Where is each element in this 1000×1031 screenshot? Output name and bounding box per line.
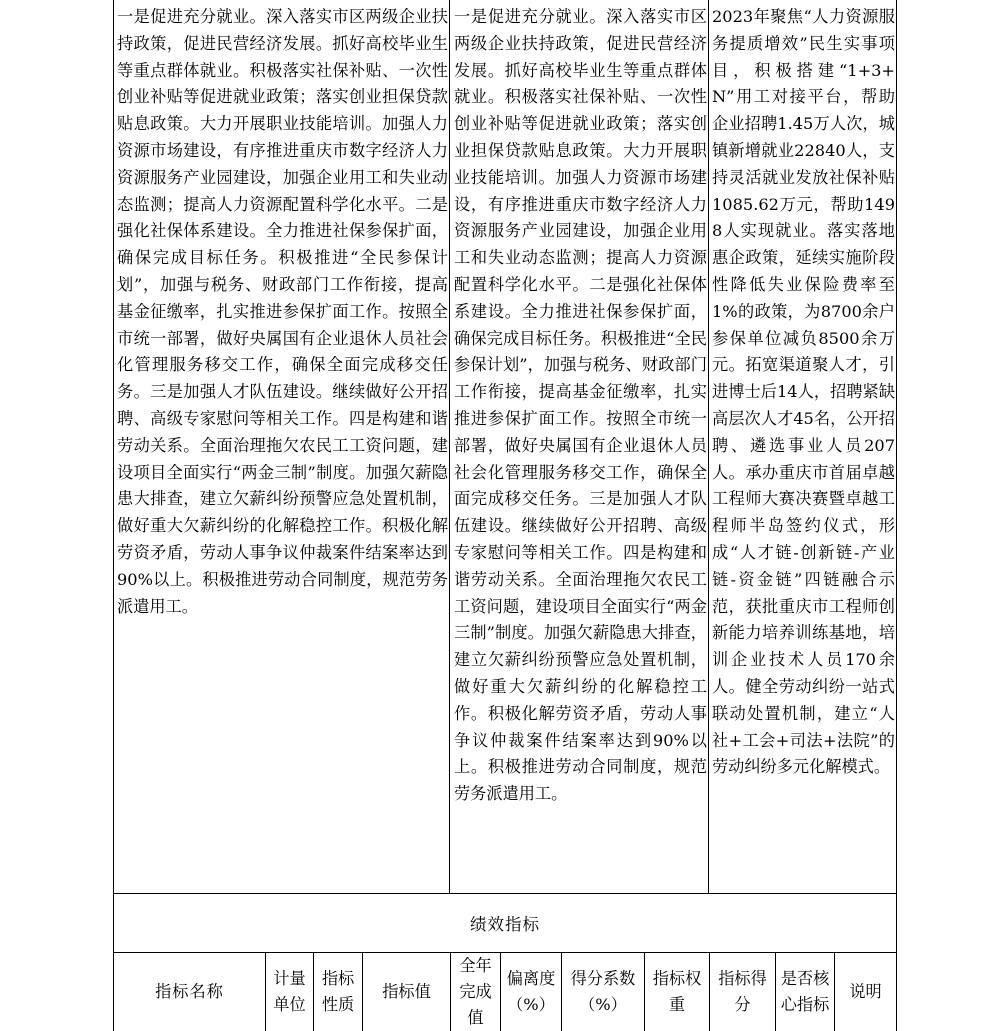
table-border-left: [113, 0, 114, 1031]
header-remarks: 说明: [849, 982, 882, 1001]
header-indicator-name: 指标名称: [155, 982, 224, 1001]
header-indicator-nature: 指标 性质: [321, 969, 355, 1014]
table-border-right: [896, 0, 897, 1031]
column-divider-2: [708, 0, 709, 894]
header-annual-completion: 全年 完成 值: [459, 956, 492, 1027]
annual-plan-text-duplicate: 一是促进充分就业。深入落实市区两级企业扶持政策，促进民营经济发展。抓好高校毕业生等重点群体就业。积极落实社保补贴、一次性创业补贴等促进就业政策；落实创业担保贷款贴息政策。大力开展职业技能培训。加强人力资源市场建设，有序推进重庆市数字经济人力资源服务产业园建设，加强企业用工和失业动态监测；提高人力资源配置科学化水平。二是强化社保体系建设。全力推进社保参保扩面，确保完成目标任务。积极推进“全民参保计划”，加强与税务、财政部门工作衔接，提高基金征缴率，扎实推进参保扩面工作。按照全市统一部署，做好央属国有企业退休人员社会化管理服务移交工作，确保全面完成移交任务。三是加强人才队伍建设。继续做好公开招聘、高级专家慰问等相关工作。四是构建和谐劳动关系。全面治理拖欠农民工工资问题，建设项目全面实行“两金三制”制度。加强欠薪隐患大排查，建立欠薪纠纷预警应急处置机制，做好重大欠薪纠纷的化解稳控工作。积极化解劳资矛盾，劳动人事争议仲裁案件结案率达到90%以上。积极推进劳动合同制度，规范劳务派遣用工。: [454, 7, 707, 804]
header-indicator-value: 指标值: [382, 982, 431, 1001]
header-deviation: 偏离度 （%）: [506, 969, 556, 1014]
header-score-coefficient: 得分系数 （%）: [570, 969, 636, 1014]
header-is-core: 是否核 心指标: [780, 969, 830, 1014]
completion-status-text: 2023年聚焦“人力资源服务提质增效”民生实事项目，积极搭建“1+3+N”用工对接平台，帮助企业招聘1.45万人次，城镇新增就业22840人，支持灵活就业发放社保补贴1085.62万元，帮助1498人实现就业。落实落地惠企政策，延续实施阶段性降低失业保险费率至1%的政策，为8700余户参保单位减负8500余万元。拓宽渠道聚人才，引进博士后14人，招聘紧缺高层次人才45名，公开招聘、遴选事业人员207人。承办重庆市首届卓越工程师大赛决赛暨卓越工程师半岛签约仪式，形成“人才链-创新链-产业链-资金链”四链融合示范，获批重庆市工程师创新能力培养训练基地，培训企业技术人员170余人。健全劳动纠纷一站式联动处置机制，建立“人社+工会+司法+法院”的劳动纠纷多元化解模式。: [712, 7, 895, 777]
header-indicator-score: 指标得 分: [718, 969, 767, 1014]
performance-indicators-title: 绩效指标: [470, 915, 540, 934]
header-unit: 计量 单位: [273, 969, 306, 1014]
column-divider-1: [449, 0, 450, 894]
header-indicator-weight: 指标权 重: [652, 969, 702, 1014]
annual-plan-text: 一是促进充分就业。深入落实市区两级企业扶持政策，促进民营经济发展。抓好高校毕业生等重点群体就业。积极落实社保补贴、一次性创业补贴等促进就业政策；落实创业担保贷款贴息政策。大力开展职业技能培训。加强人力资源市场建设，有序推进重庆市数字经济人力资源服务产业园建设，加强企业用工和失业动态监测；提高人力资源配置科学化水平。二是强化社保体系建设。全力推进社保参保扩面，确保完成目标任务。积极推进“全民参保计划”，加强与税务、财政部门工作衔接，提高基金征缴率，扎实推进参保扩面工作。按照全市统一部署，做好央属国有企业退休人员社会化管理服务移交工作，确保全面完成移交任务。三是加强人才队伍建设。继续做好公开招聘、高级专家慰问等相关工作。四是构建和谐劳动关系。全面治理拖欠农民工工资问题，建设项目全面实行“两金三制”制度。加强欠薪隐患大排查，建立欠薪纠纷预警应急处置机制，做好重大欠薪纠纷的化解稳控工作。积极化解劳资矛盾，劳动人事争议仲裁案件结案率达到90%以上。积极推进劳动合同制度，规范劳务派遣用工。: [117, 7, 448, 616]
